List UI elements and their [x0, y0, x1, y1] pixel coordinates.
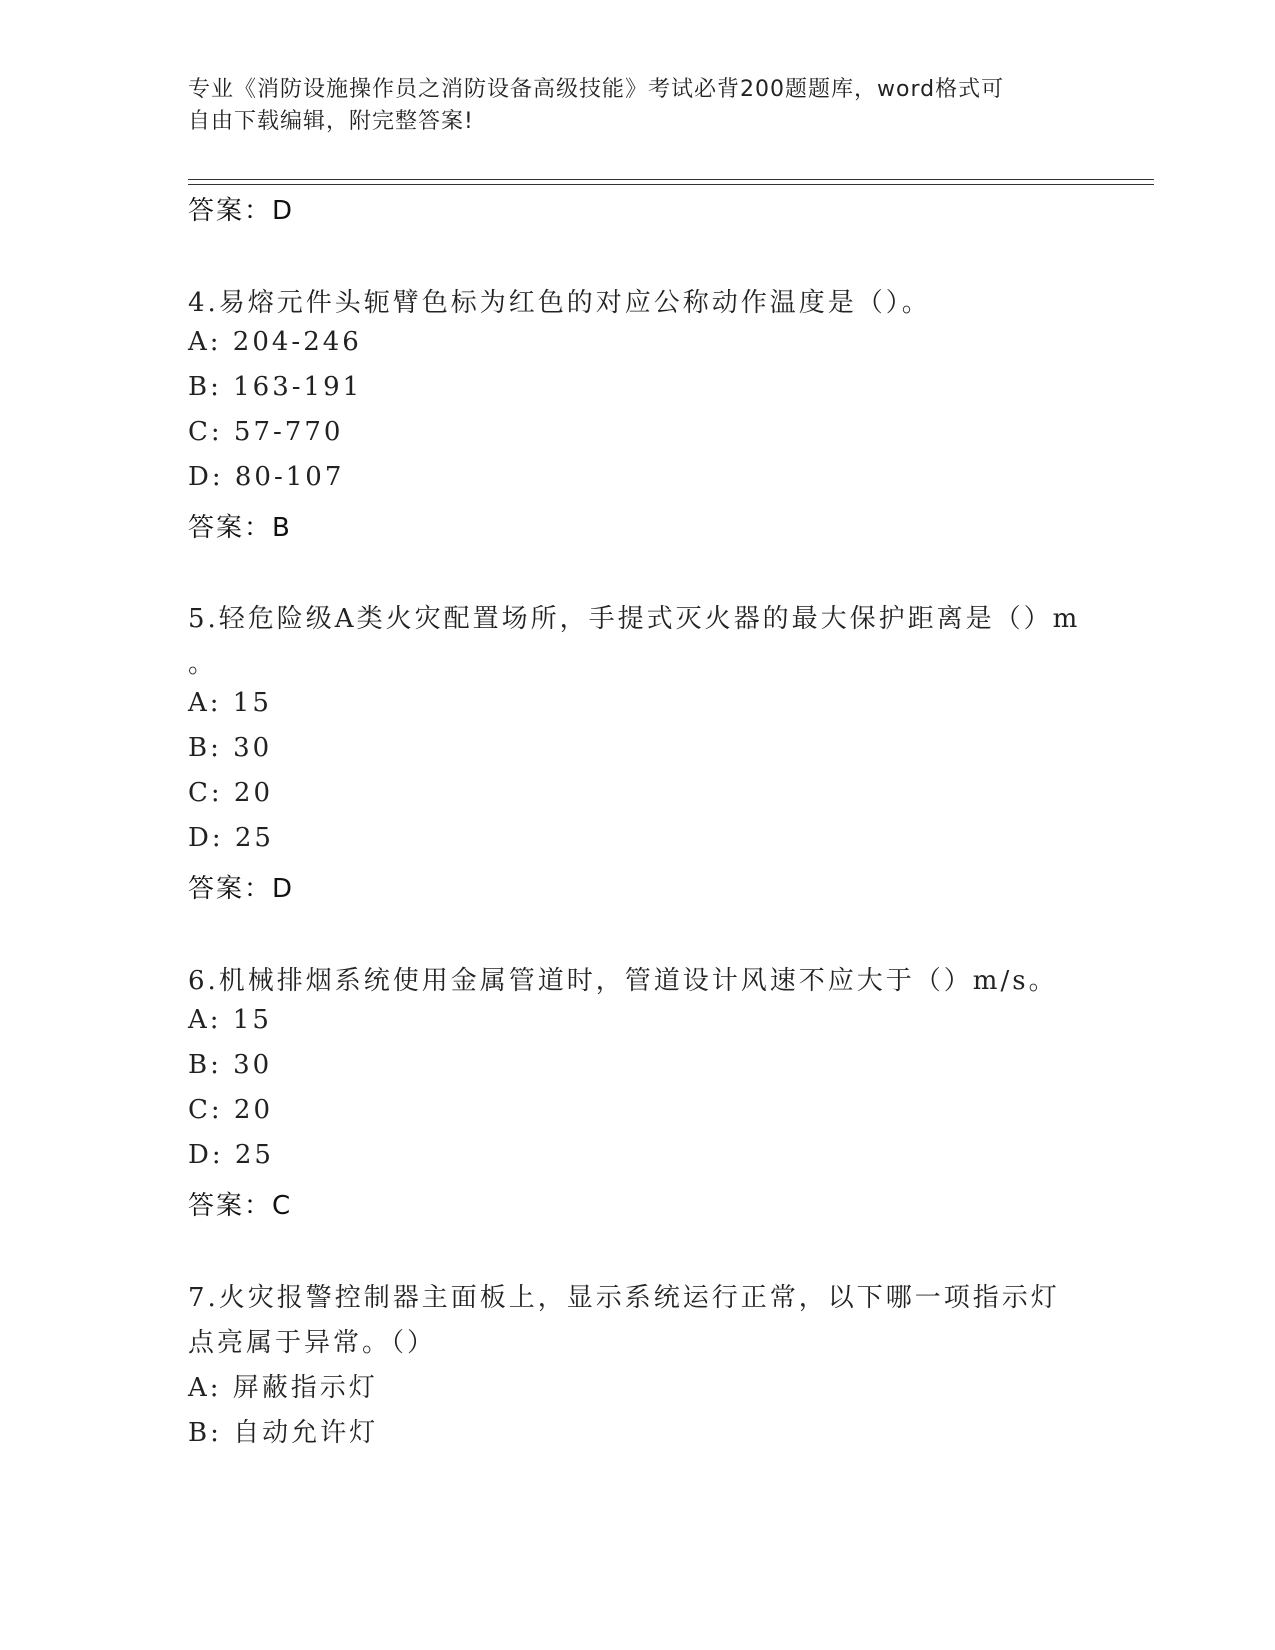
header-divider-top: [188, 179, 1154, 180]
question-5-option-c: C: 20: [188, 778, 274, 808]
header-line-2: 自由下载编辑，附完整答案!: [188, 109, 474, 134]
question-6-option-d: D: 25: [188, 1140, 274, 1170]
question-7-text-continued: 点亮属于异常。（）: [188, 1328, 437, 1358]
question-4-answer: 答案：B: [188, 513, 292, 543]
question-4-option-c: C: 57-770: [188, 417, 344, 447]
question-5-text-continued: 。: [188, 649, 218, 679]
question-7-option-b: B: 自动允许灯: [188, 1418, 379, 1448]
question-7-option-a: A: 屏蔽指示灯: [188, 1373, 378, 1403]
question-6-text: 6.机械排烟系统使用金属管道时，管道设计风速不应大于（）m/s。: [188, 966, 1058, 996]
question-6-answer: 答案：C: [188, 1191, 293, 1221]
question-6-option-b: B: 30: [188, 1050, 273, 1080]
question-5-option-b: B: 30: [188, 733, 273, 763]
document-header: [188, 74, 1068, 138]
question-6-option-c: C: 20: [188, 1095, 274, 1125]
header-line-1: 专业《消防设施操作员之消防设备高级技能》考试必背200题题库，word格式可: [188, 77, 1005, 102]
question-5-text: 5.轻危险级A类火灾配置场所，手提式灭火器的最大保护距离是（）m: [188, 604, 1081, 634]
question-5-answer: 答案：D: [188, 874, 295, 904]
question-6-option-a: A: 15: [188, 1005, 272, 1035]
question-5-option-a: A: 15: [188, 688, 272, 718]
question-5-option-d: D: 25: [188, 823, 274, 853]
question-7-text: 7.火灾报警控制器主面板上，显示系统运行正常，以下哪一项指示灯: [188, 1283, 1060, 1313]
question-4-option-b: B: 163-191: [188, 372, 363, 402]
previous-answer: 答案：D: [188, 196, 295, 226]
header-divider-bottom: [188, 184, 1154, 185]
question-4-text: 4.易熔元件头轭臂色标为红色的对应公称动作温度是（）。: [188, 288, 931, 318]
question-4-option-d: D: 80-107: [188, 462, 345, 492]
question-4-option-a: A: 204-246: [188, 327, 362, 357]
